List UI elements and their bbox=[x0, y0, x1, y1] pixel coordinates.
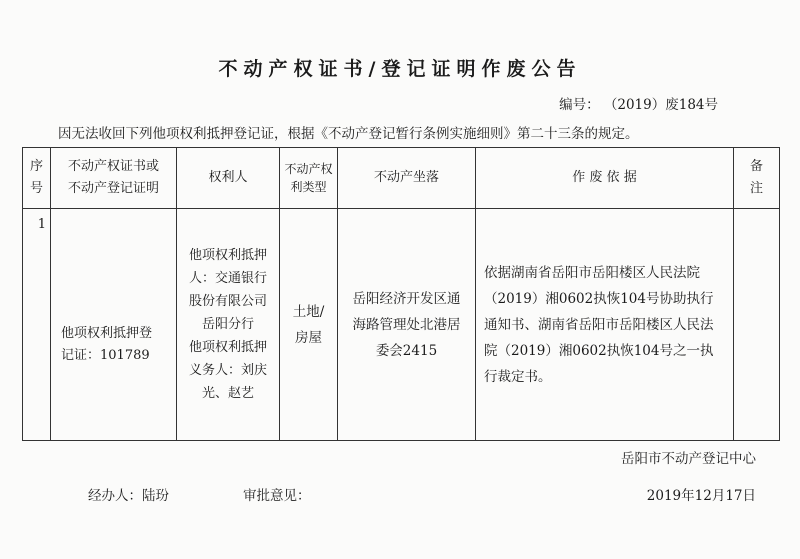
notice-title: 不动产权证书/登记证明作废公告 bbox=[218, 58, 582, 80]
header-location: 不动产坐落 bbox=[338, 148, 476, 209]
table-header-row bbox=[23, 148, 780, 209]
cell-holder: 他项权利抵押 人：交通银行 股份有限公司 岳阳分行 他项权利抵押 义务人：刘庆 光、赵艺 bbox=[177, 209, 280, 441]
void-notice-table bbox=[22, 147, 780, 441]
header-right-type: 不动产权 利类型 bbox=[280, 148, 338, 209]
notice-date: 2019年12月17日 bbox=[646, 488, 756, 504]
header-basis: 作 废 依 据 bbox=[476, 148, 734, 209]
document-number: 编号： （2019）废184号 bbox=[559, 97, 718, 113]
approval-line: 审批意见： bbox=[243, 488, 311, 504]
header-seq: 序 号 bbox=[23, 148, 51, 209]
handler-line: 经办人：陆玢 bbox=[88, 488, 169, 504]
table-row bbox=[23, 209, 780, 441]
header-cert: 不动产权证书或 不动产登记证明 bbox=[51, 148, 177, 209]
header-holder: 权利人 bbox=[177, 148, 280, 209]
cell-right-type: 土地/ 房屋 bbox=[280, 209, 338, 441]
cell-cert: 他项权利抵押登 记证：101789 bbox=[51, 209, 177, 441]
cell-location: 岳阳经济开发区通 海路管理处北港居 委会2415 bbox=[338, 209, 476, 441]
intro-text: 因无法收回下列他项权利抵押登记证，根据《不动产登记暂行条例实施细则》第二十三条的规定。 bbox=[58, 126, 639, 142]
cell-basis: 依据湖南省岳阳市岳阳楼区人民法院 （2019）湘0602执恢104号协助执行 通知书、湖南省岳阳市岳阳楼区人民法 院（2019）湘0602执恢104号之一执 行裁定书。 bbox=[476, 209, 734, 441]
cell-seq: 1 bbox=[23, 209, 51, 441]
cell-note bbox=[734, 209, 780, 441]
header-note: 备 注 bbox=[734, 148, 780, 209]
issuer-name: 岳阳市不动产登记中心 bbox=[621, 451, 756, 467]
